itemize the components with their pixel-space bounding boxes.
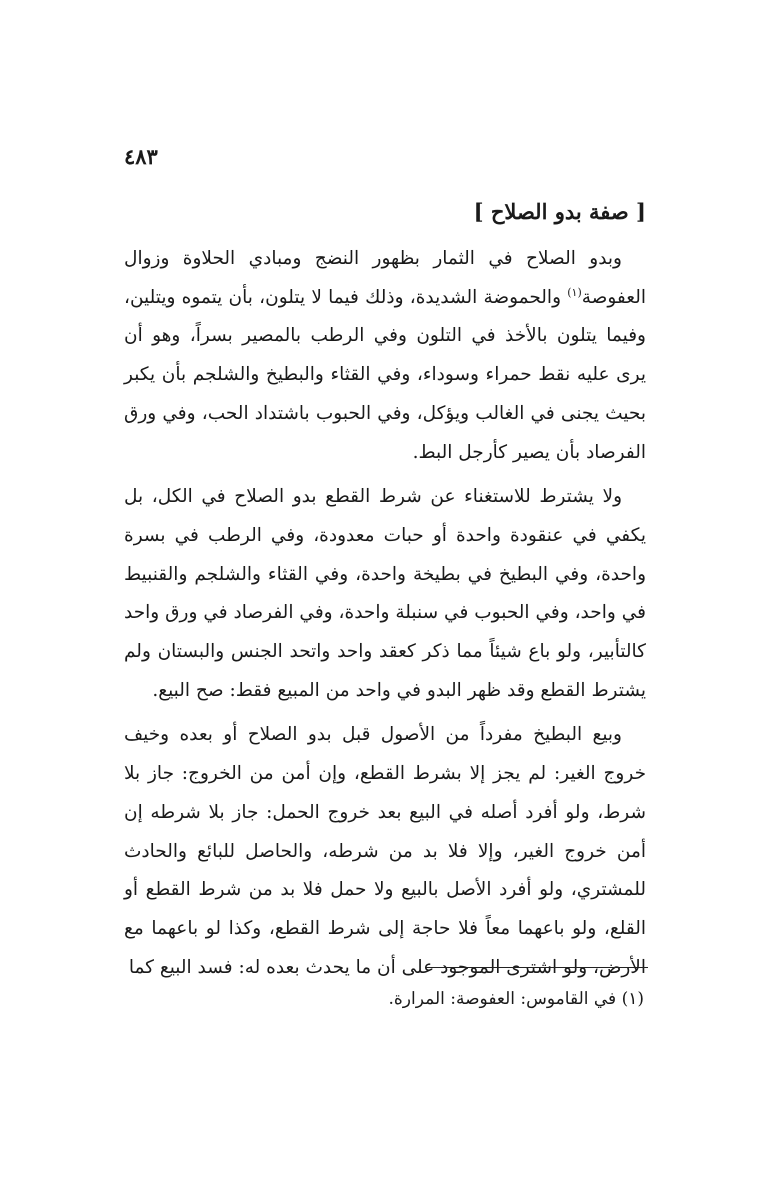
paragraph-1-text-b: والحموضة الشديدة، وذلك فيما لا يتلون، بأن يتموه ويتلين، وفيما يتلون بالأخذ في التلون وفي الرطب بالمصير بسراً، وهو أن يرى عليه نقط حمراء وسوداء، وفي القثاء والبطيخ والشلجم بأن يكبر بحيث يجنى في الغالب ويؤكل، وفي الحبوب باشتداد الحب، وفي ورق الفرصاد بأن يصير كأرجل البط. <box>124 286 646 463</box>
footnote-separator <box>426 967 648 968</box>
section-heading: [ صفة بدو الصلاح ] <box>473 199 646 224</box>
paragraph-1-text-a: وبدو الصلاح في الثمار بظهور النضج ومبادي الحلاوة وزوال العفوصة <box>124 248 646 308</box>
footnote-reference: (١) <box>567 285 582 299</box>
paragraph-3: وبيع البطيخ مفرداً من الأصول قبل بدو الصلاح أو بعده وخيف خروج الغير: لم يجز إلا بشرط القطع، وإن أمن من الخروج: جاز بلا شرط، ولو أفرد أصله في البيع بعد خروج الحمل: جاز بلا شرطه إن أمن خروج الغير، وإلا فلا بد من شرطه، والحاصل للبائع والحادث للمشتري، ولو أفرد الأصل بالبيع ولا حمل فلا بد من شرط القطع أو القلع، ولو باعهما معاً فلا حاجة إلى شرط القطع، وكذا لو باعهما مع الأرض، ولو اشترى الموجود على أن ما يحدث بعده له: فسد البيع كما <box>124 724 646 978</box>
main-text <box>124 196 646 993</box>
paragraph-2: ولا يشترط للاستغناء عن شرط القطع بدو الصلاح في الكل، بل يكفي في عنقودة واحدة أو حبات معدودة، وفي الرطب في بسرة واحدة، وفي البطيخ في بطيخة واحدة، وفي القثاء والشلجم والقنبيط في واحد، وفي الحبوب في سنبلة واحدة، وفي الفرصاد في ورق واحد كالتأبير، ولو باع شيئاً مما ذكر كعقد واحد واتحد الجنس والبستان ولم يشترط القطع وقد ظهر البدو في واحد من المبيع فقط: صح البيع. <box>124 486 646 701</box>
page-number: ٤٨٣ <box>124 144 158 169</box>
paragraph-1 <box>124 240 646 472</box>
footnote: (١) في القاموس: العفوصة: المرارة. <box>388 989 644 1009</box>
